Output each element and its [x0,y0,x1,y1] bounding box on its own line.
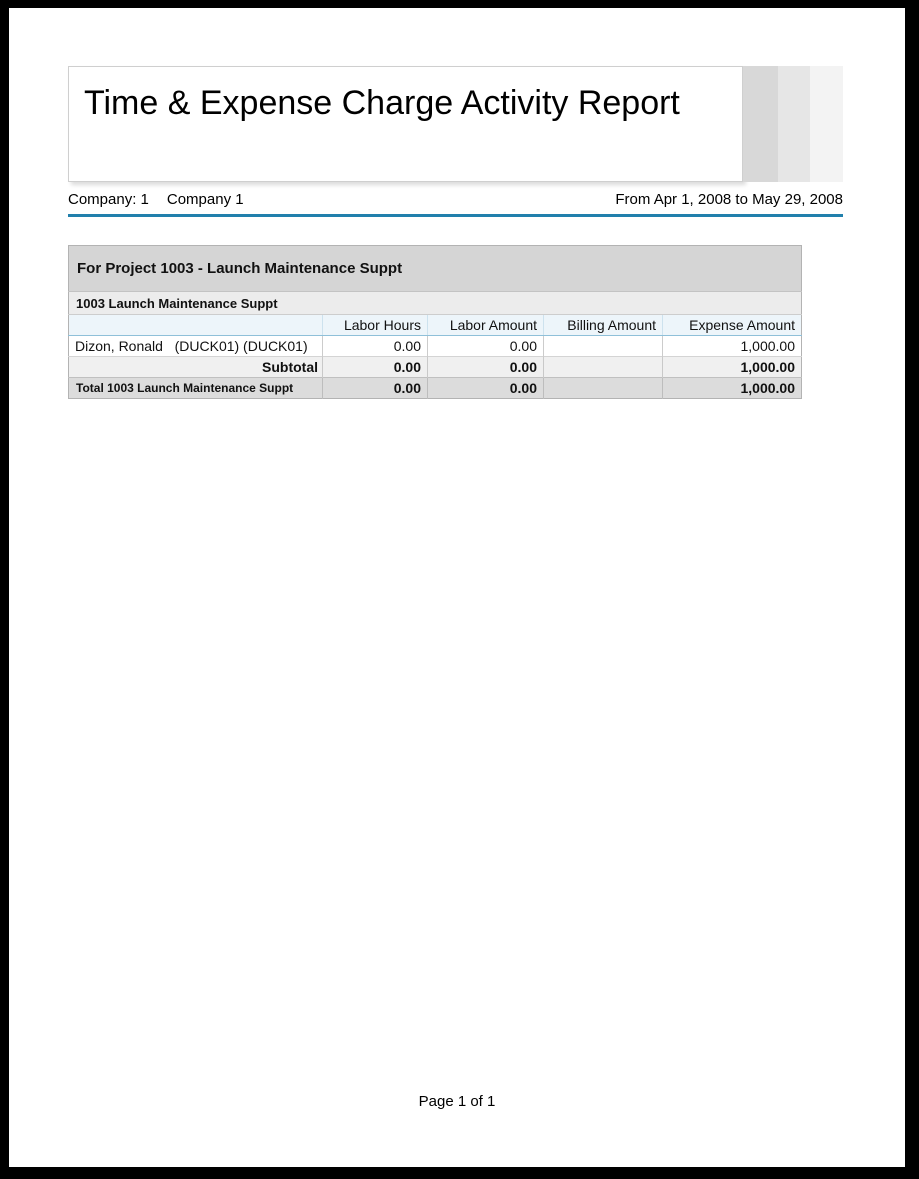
total-label: Total 1003 Launch Maintenance Suppt [69,378,323,399]
project-header-row [69,246,802,292]
project-subheader-row [69,292,802,315]
column-header-billing-amount: Billing Amount [544,315,663,336]
subtotal-row [69,357,802,378]
report-page [9,8,905,1167]
table-row [69,336,802,357]
column-header-row [69,315,802,336]
project-subheader-label: 1003 Launch Maintenance Suppt [69,292,802,315]
report-content [68,66,843,399]
labor-amount-value: 0.00 [428,336,544,357]
page-footer: Page 1 of 1 [418,1093,496,1110]
company-info [68,191,244,208]
total-expense-amount: 1,000.00 [663,378,802,399]
column-header-expense-amount: Expense Amount [663,315,802,336]
column-header-labor-hours: Labor Hours [323,315,428,336]
total-row [69,378,802,399]
report-title-header [68,66,843,182]
column-header-empty [69,315,323,336]
total-labor-amount: 0.00 [428,378,544,399]
expense-amount-value: 1,000.00 [663,336,802,357]
charge-activity-table [68,245,802,399]
header-rule [68,214,843,217]
total-labor-hours: 0.00 [323,378,428,399]
project-header-label: For Project 1003 - Launch Maintenance Suppt [69,246,802,292]
subtotal-labor-hours: 0.00 [323,357,428,378]
title-gradient-band-mid [778,66,810,182]
title-gradient-band-dark [743,66,778,182]
report-title: Time & Expense Charge Activity Report [84,84,680,122]
subtotal-label: Subtotal [69,357,323,378]
subtotal-expense-amount: 1,000.00 [663,357,802,378]
company-label: Company: 1 [68,191,149,208]
report-title-box [68,66,743,182]
company-name: Company 1 [166,191,244,208]
billing-amount-value [544,336,663,357]
title-gradient-band-light [810,66,843,182]
total-billing-amount [544,378,663,399]
report-meta-row [68,191,843,208]
subtotal-billing-amount [544,357,663,378]
column-header-labor-amount: Labor Amount [428,315,544,336]
labor-hours-value: 0.00 [323,336,428,357]
date-range: From Apr 1, 2008 to May 29, 2008 [615,191,843,208]
employee-name: Dizon, Ronald (DUCK01) (DUCK01) [69,336,323,357]
subtotal-labor-amount: 0.00 [428,357,544,378]
